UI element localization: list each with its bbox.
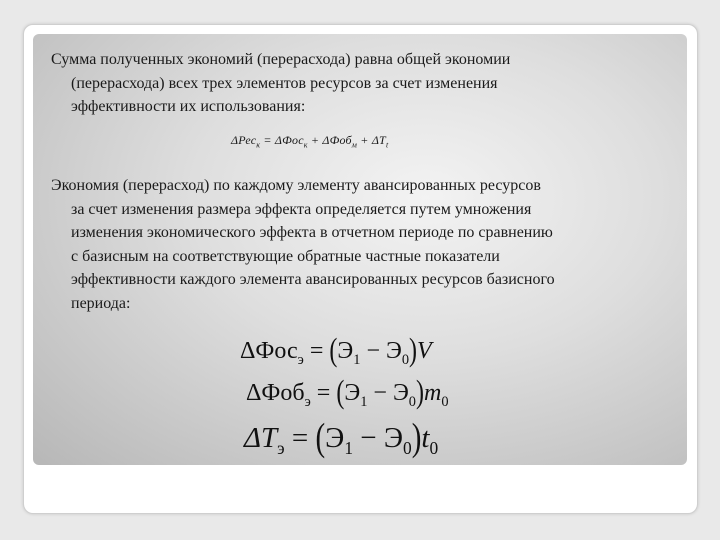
formula-labor [244, 416, 439, 460]
formula-plus: + [310, 133, 320, 147]
formula-open-paren: ( [329, 333, 338, 369]
formula-eq: = [263, 133, 272, 147]
paragraph-line: Экономия (перерасход) по каждому элементу авансированных ресурсов [51, 177, 541, 194]
formula-close-paren: ) [415, 375, 424, 411]
formula-sub: э [304, 393, 311, 410]
formula-sub: t [385, 140, 389, 150]
formula-eq: = [316, 380, 331, 406]
formula-sub: 0 [429, 437, 439, 458]
formula-open-paren: ( [315, 416, 326, 460]
formula-term: Э [344, 380, 361, 406]
formula-term: ΔФоб [322, 133, 352, 147]
formula-minus: − [366, 338, 380, 364]
formula-working-capital [246, 375, 449, 411]
formula-minus: − [373, 380, 387, 406]
formula-term: Э [337, 338, 354, 364]
paragraph-line: изменения экономического эффекта в отчетном периоде по сравнению [71, 224, 553, 241]
formula-sub: м [351, 140, 358, 150]
formula-lhs: ΔФос [240, 338, 298, 364]
formula-close-paren: ) [409, 333, 418, 369]
paragraph-line: с базисным на соответствующие обратные частные показатели [71, 247, 500, 265]
formula-term: ΔФос [274, 133, 304, 147]
formula-factor: V [417, 338, 432, 364]
paragraph-line: эффективности их использования: [71, 98, 306, 115]
formula-lhs: ΔФоб [246, 380, 305, 406]
paragraph-line: периода: [71, 294, 131, 312]
formula-sub: к [303, 140, 308, 150]
paragraph-line: Сумма полученных экономий (перерасхода) равна общей экономии [51, 51, 511, 68]
formula-term: Э [383, 422, 404, 454]
paragraph-total-savings [51, 48, 671, 119]
formula-term: Э [392, 380, 409, 406]
formula-sub: э [277, 437, 285, 458]
formula-total-savings [231, 133, 388, 149]
formula-factor: m [423, 380, 442, 406]
formula-term: Э [325, 422, 345, 454]
paragraph-line: за счет изменения размера эффекта определяется путем умножения [71, 200, 532, 218]
formula-sub: 0 [408, 393, 416, 410]
formula-sub: 0 [441, 393, 449, 410]
formula-lhs: ΔРес [231, 133, 257, 147]
formula-lhs: ΔT [244, 422, 278, 454]
formula-eq: = [309, 338, 324, 364]
formula-close-paren: ) [411, 416, 422, 460]
formula-sub: 1 [344, 437, 354, 458]
formula-fixed-assets [240, 333, 432, 369]
formula-sub: э [297, 351, 304, 368]
formula-term: ΔT [371, 133, 386, 147]
paragraph-line: эффективности каждого элемента авансированных ресурсов базисного [71, 271, 555, 288]
formula-sub: 1 [353, 351, 361, 368]
paragraph-line: (перерасхода) всех трех элементов ресурсов за счет изменения [71, 74, 498, 92]
formula-term: Э [385, 338, 402, 364]
formula-sub: 0 [401, 351, 410, 368]
formula-sub: к [256, 140, 261, 150]
formula-sub: 1 [360, 393, 368, 410]
formula-open-paren: ( [336, 375, 345, 411]
formula-minus: − [360, 422, 377, 454]
formula-eq: = [291, 422, 309, 454]
formula-sub: 0 [403, 437, 412, 458]
paragraph-element-savings [51, 174, 681, 315]
formula-plus: + [360, 133, 369, 147]
formula-factor: t [421, 422, 430, 454]
